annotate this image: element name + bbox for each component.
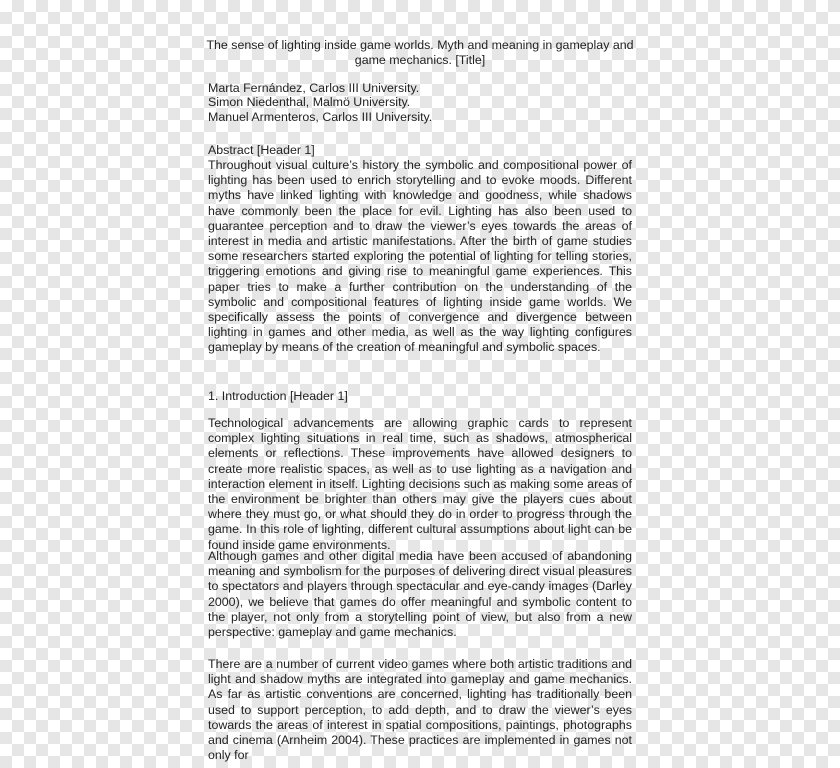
- author-line: Simon Niedenthal, Malmö University.: [208, 95, 411, 110]
- introduction-heading: 1. Introduction [Header 1]: [208, 389, 348, 403]
- intro-paragraph-1: Technological advancements are allowing graphic cards to represent complex lighting situations in real time, such as shadows, atmospherical elements or reflections. These improvements have allowed designers to create more realistic spaces, as well as to use lighting as a navigation and interaction element in itself. Lighting decisions such as making some areas of the environment be brighter than others may give the players cues about where they must go, or what should they do in order to progress through the game. In this role of lighting, different cultural assumptions about light can be found inside game environments.: [208, 416, 632, 552]
- abstract-paragraph: Throughout visual culture’s history the symbolic and compositional power of lighting has been used to enrich storytelling and to evoke moods. Different myths have linked lighting with knowledge and goodness, while shadows have commonly been the place for evil. Lighting has also been used to guarantee perception and to draw the viewer’s eyes towards the areas of interest in media and artistic manifestations. After the birth of game studies some researchers started exploring the potential of lighting for telling stories, triggering emotions and giving rise to meaningful game experiences. This paper tries to make a further contribution on the understanding of the symbolic and compositional features of lighting inside game worlds. We specifically assess the points of convergence and divergence between lighting in games and other media, as well as the way lighting configures gameplay by means of the creation of meaningful and symbolic spaces.: [208, 158, 632, 355]
- abstract-heading: Abstract [Header 1]: [208, 143, 315, 157]
- intro-paragraph-3: There are a number of current video games where both artistic traditions and light and shadow myths are integrated into gameplay and game mechanics. As far as artistic conventions are concerned, lighting has traditionally been used to support perception, to add depth, and to draw the viewer’s eyes towards the areas of interest in spatial compositions, paintings, photographs and cinema (Arnheim 2004). These practices are implemented in games not only for: [208, 657, 632, 763]
- document-title: The sense of lighting inside game worlds. Myth and meaning in gameplay and game mechanics. [Title]: [206, 38, 634, 67]
- author-line: Marta Fernández, Carlos III University.: [208, 81, 420, 95]
- intro-paragraph-2: Although games and other digital media have been accused of abandoning meaning and symbolism for the purposes of delivering direct visual pleasures to spectators and players through spectacular and eye-candy images (Darley 2000), we believe that games do offer meaningful and symbolic content to the player, not only from a storytelling point of view, but also from a new perspective: gameplay and game mechanics.: [208, 549, 632, 640]
- author-list: [208, 81, 638, 124]
- author-line: Manuel Armenteros, Carlos III University.: [208, 109, 433, 124]
